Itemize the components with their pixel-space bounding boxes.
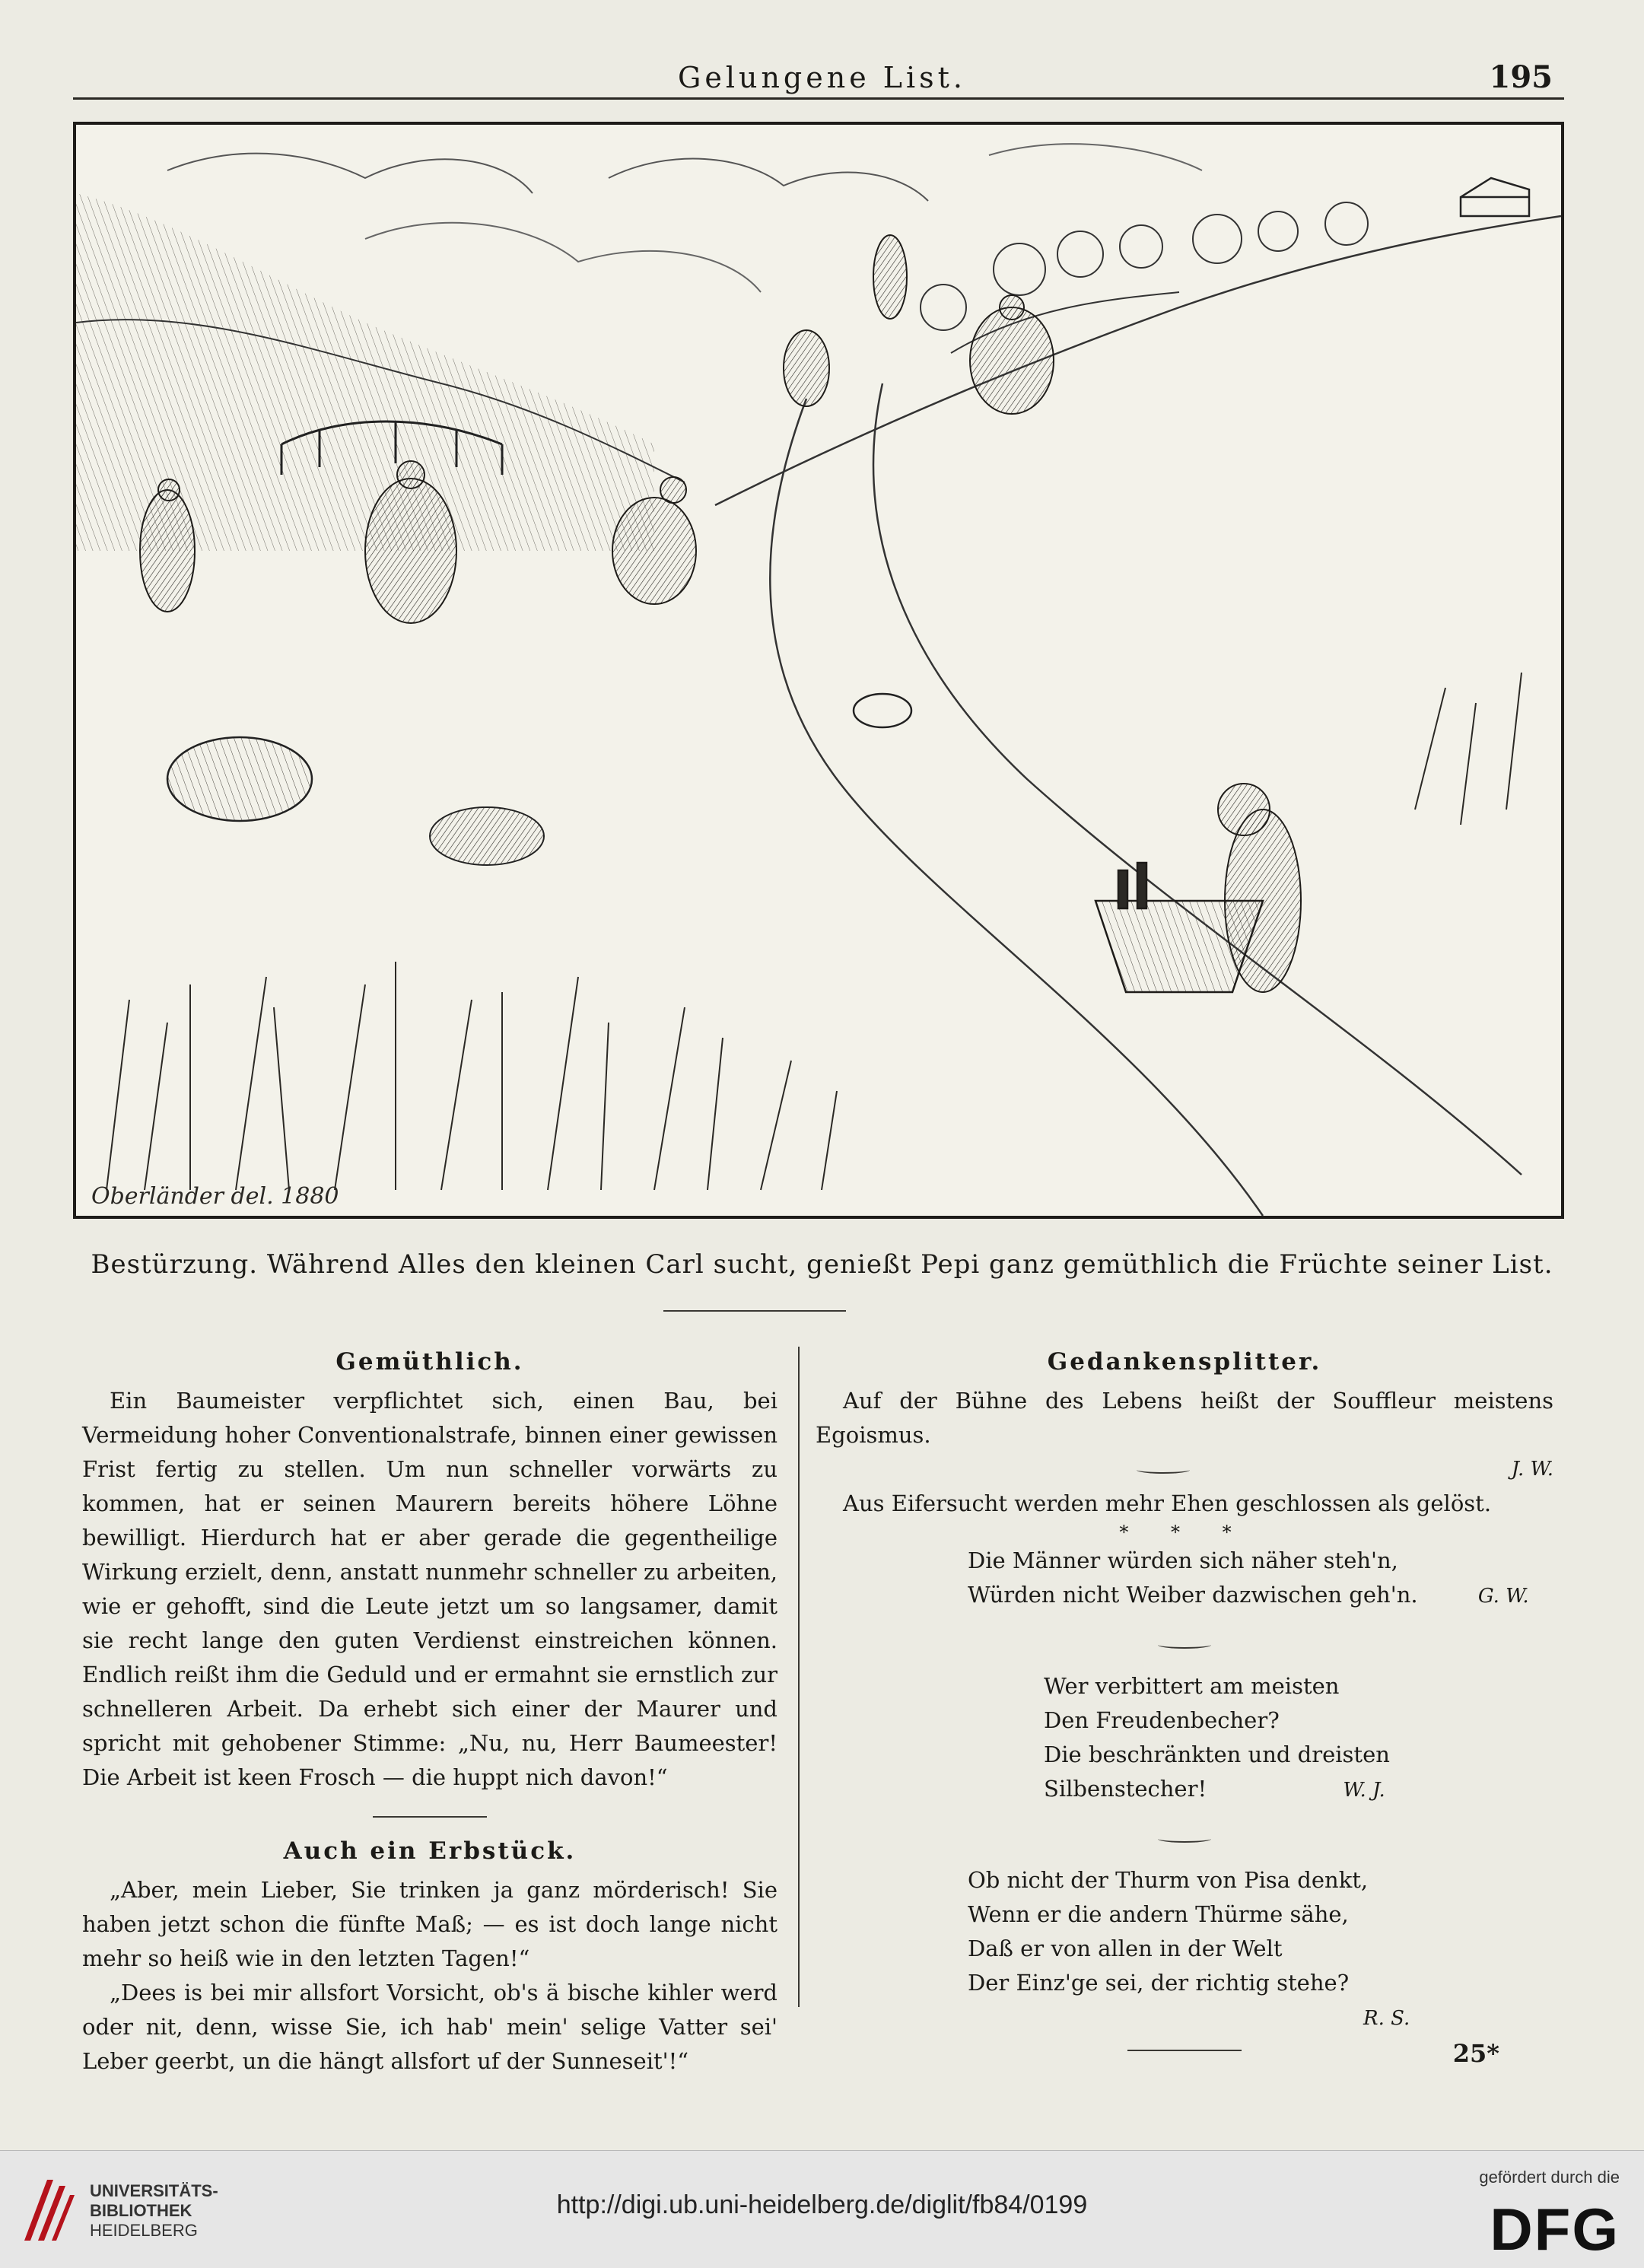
verse-line: Den Freudenbecher? [1044,1707,1280,1733]
aphorism-1-signature-line [816,1452,1553,1487]
verse-line: Wenn er die andern Thürme sähe, [968,1901,1349,1927]
dfg-logo: DFG [1490,2196,1620,2263]
ornament-row [816,1624,1553,1659]
running-title: Gelungene List. [677,61,967,94]
ornament-divider [1137,1466,1190,1474]
ornament-row [816,1818,1553,1853]
ornament-divider [1158,1835,1211,1843]
aphorism-1: Auf der Bühne des Lebens heißt der Souffleur meistens Egoismus. [816,1388,1553,1448]
engraving-illustration [73,122,1564,1219]
aphorism-2: Aus Eifersucht werden mehr Ehen geschlossen als gelöst. [843,1490,1492,1516]
verse-3 [816,1863,1553,2036]
institution-line: UNIVERSITÄTS- [90,2181,218,2200]
verse-line: Die Männer würden sich näher steh'n, [968,1548,1398,1573]
verse-3-signature: R. S. [1363,2007,1410,2030]
verse-line: Der Einz'ge sei, der richtig stehe? [968,1970,1350,1996]
institution-line: BIBLIOTHEK [90,2201,192,2220]
ornament-divider [1158,1641,1211,1649]
illustration-caption: Bestürzung. Während Alles den kleinen Carl sucht, genießt Pepi ganz gemüthlich die Früchte seiner List. [91,1249,1553,1280]
page-number: 195 [1489,59,1553,95]
anecdote-paragraph: Ein Baumeister verpflichtet sich, einen Bau, bei Vermeidung hoher Conventionalstrafe, binnen einer gewissen Frist fertig zu stellen. Um nun schneller vorwärts zu kommen, hat er seinen Maurern bereits höhere Löhne bewilligt. Hierdurch hat er aber gerade die gegentheilige Wirkung erzielt, denn, anstatt nunmehr schneller zu arbeiten, wie er gehofft, sind die Leute jetzt um so langsamer, damit sie recht lange den guten Verdienst einstreichen können. Endlich reißt ihm die Geduld und er ermahnt sie ernstlich zur schnelleren Arbeit. Da erhebt sich einer der Maurer und spricht mit gehobener Stimme: „Nu, nu, Herr Baumeester! Die Arbeit ist keen Frosch — die huppt nich davon!“ [82,1388,778,1790]
aphorism-1-signature: J. W. [1511,1458,1553,1481]
dialogue-paragraph-1: „Aber, mein Lieber, Sie trinken ja ganz mörderisch! Sie haben jetzt schon die fünfte Maß; — es ist doch lange nicht mehr so heiß wie in den letzten Tagen!“ [82,1877,777,1971]
verse-line-text: Silbenstecher! [1044,1776,1207,1802]
footer-bar [0,2150,1644,2268]
verse-1-signature: G. W. [1477,1585,1529,1608]
permalink-url[interactable]: http://digi.ub.uni-heidelberg.de/diglit/fb84/0199 [556,2190,1088,2219]
funding-note: gefördert durch die [1479,2168,1620,2187]
verse-line: Wer verbittert am meisten [1044,1673,1340,1699]
caption-rule [663,1310,846,1312]
header-rule [73,97,1564,100]
section-title-gedankensplitter: Gedankensplitter. [1047,1348,1322,1376]
star-separator: * * * [1119,1522,1250,1543]
sheet-signature-mark: 25* [1452,2039,1499,2068]
left-column [82,1345,777,2079]
section-rule [1127,2050,1242,2051]
section-rule [373,1816,487,1818]
artist-signature: Oberländer del. 1880 [91,1183,339,1210]
landscape-engraving [76,125,1561,1216]
verse-line [1044,1772,1553,1808]
right-column [816,1345,1553,2051]
institution-line: HEIDELBERG [90,2221,198,2240]
section-title-erbstueck: Auch ein Erbstück. [283,1837,577,1865]
column-divider [798,1347,800,2007]
verse-line-text: Würden nicht Weiber dazwischen geh'n. [968,1582,1418,1608]
verse-line: Ob nicht der Thurm von Pisa denkt, [968,1867,1369,1893]
verse-2-signature: W. J. [1343,1779,1385,1802]
verse-2 [816,1669,1553,1808]
verse-line: Daß er von allen in der Welt [968,1936,1283,1961]
verse-line: Die beschränkten und dreisten [1044,1742,1390,1767]
verse-line [968,1578,1553,1614]
section-title-gemuethlich: Gemüthlich. [335,1348,524,1376]
verse-1 [816,1544,1553,1614]
dialogue-paragraph-2: „Dees is bei mir allsfort Vorsicht, ob's ä bische kihler werd oder nit, denn, wisse Sie, ich hab' mein' selige Vatter sei' Leber geerbt, un die hängt allsfort uf der Sunneseit'!“ [82,1980,777,2074]
